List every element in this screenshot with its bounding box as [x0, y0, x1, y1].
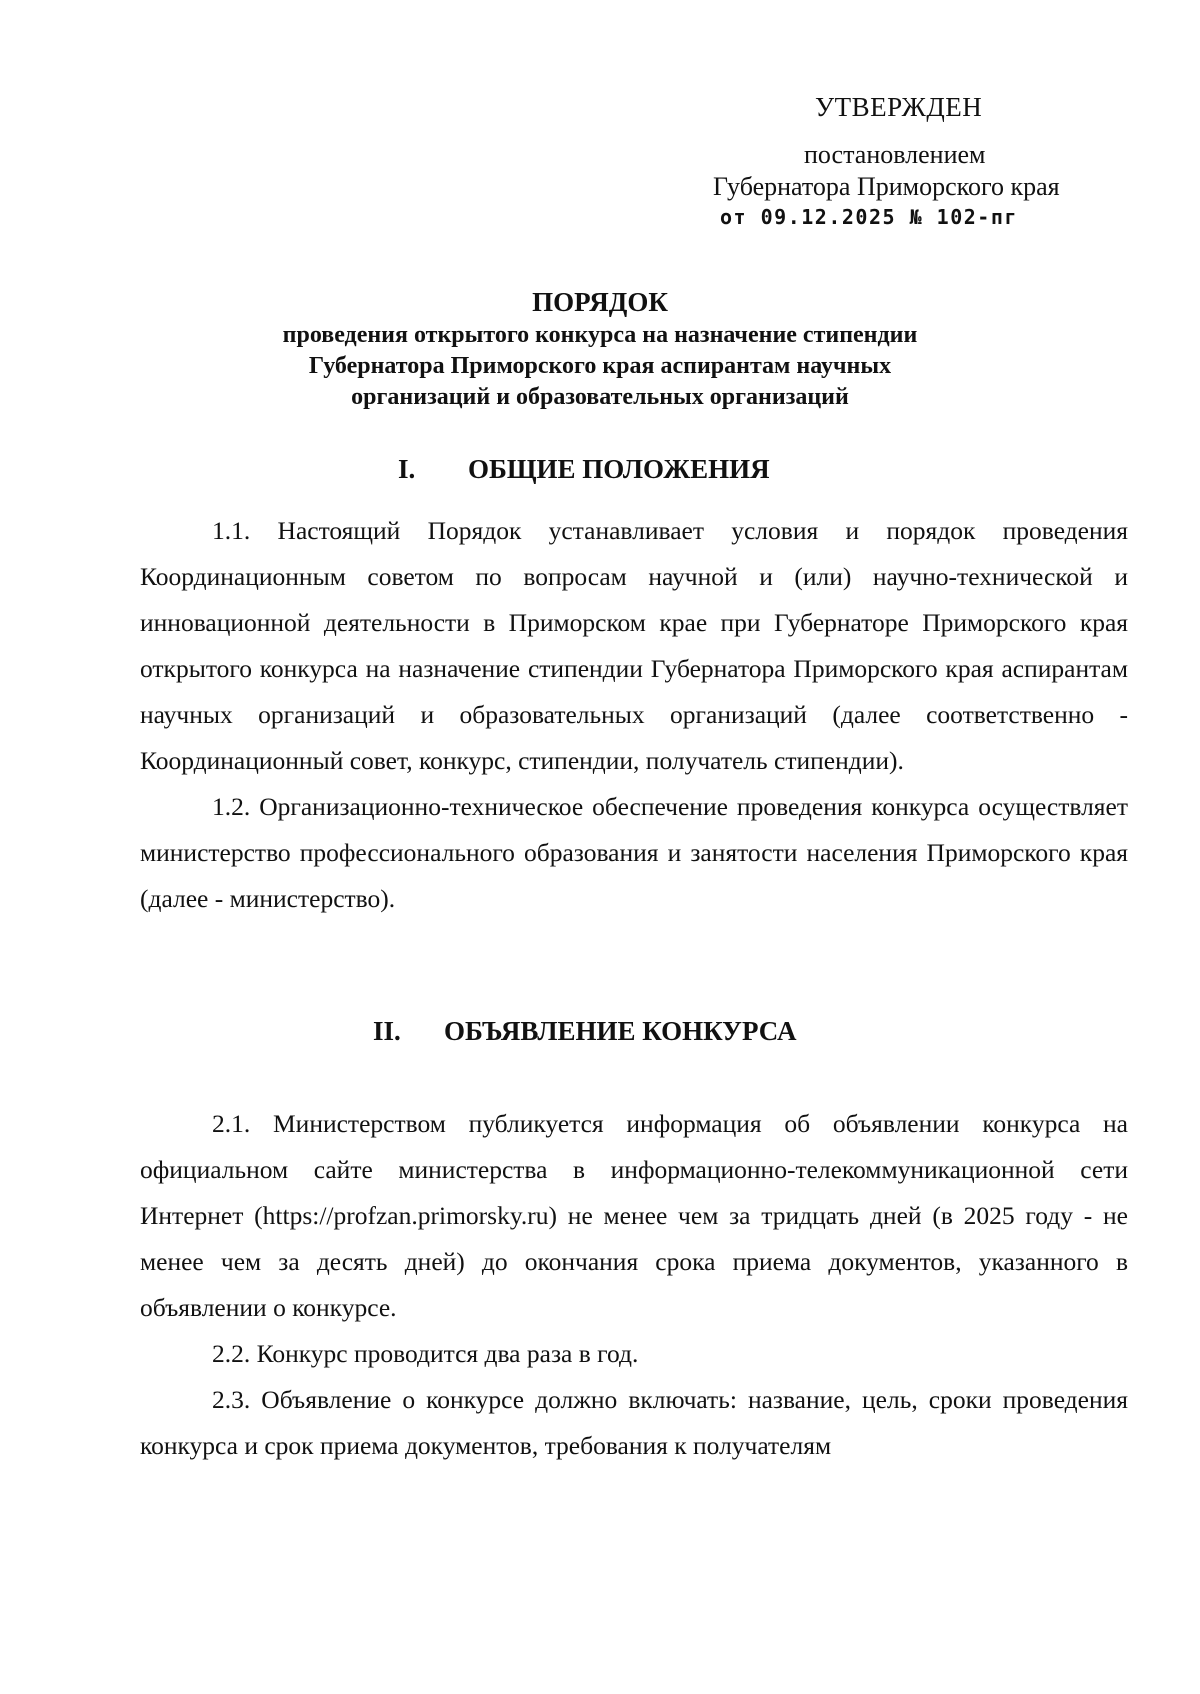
section-1-body [140, 508, 1128, 922]
paragraph-1-1: 1.1. Настоящий Порядок устанавливает условия и порядок проведения Координационным советом по вопросам научной и (или) научно-технической и инновационной деятельности в Приморском крае при Губернаторе Приморского края открытого конкурса на назначение стипендии Губернатора Приморского края аспирантам научных организаций и образовательных организаций (далее соответственно - Координационный совет, конкурс, стипендии, получатель стипендии). [140, 516, 1128, 775]
document-subtitle-line-2: Губернатора Приморского края аспирантам научных [308, 353, 892, 379]
approval-governor-label: Губернатора Приморского края [713, 172, 1060, 201]
paragraph-1-2: 1.2. Организационно-техническое обеспечение проведения конкурса осуществляет министерство профессионального образования и занятости населения Приморского края (далее - министерство). [140, 792, 1128, 913]
paragraph-2-2: 2.2. Конкурс проводится два раза в год. [212, 1339, 639, 1368]
paragraph-2-1: 2.1. Министерством публикуется информация об объявлении конкурса на официальном сайте министерства в информационно-телекоммуникационной сети Интернет (https://profzan.primorsky.ru) не менее чем за тридцать дней (в 2025 году - не менее чем за десять дней) до окончания срока приема документов, указанного в объявлении о конкурсе. [140, 1109, 1128, 1322]
section-2-number: II. [373, 1016, 401, 1046]
approval-date-number: от 09.12.2025 № 102-пг [720, 205, 1018, 229]
document-title: ПОРЯДОК [532, 287, 668, 317]
section-2-heading: ОБЪЯВЛЕНИЕ КОНКУРСА [444, 1016, 797, 1046]
approved-label: УТВЕРЖДЕН [815, 92, 983, 122]
approval-resolution-label: постановлением [804, 140, 986, 169]
document-subtitle-line-3: организаций и образовательных организаций [351, 384, 849, 410]
paragraph-2-3: 2.3. Объявление о конкурсе должно включать: название, цель, сроки проведения конкурса и срок приема документов, требования к получателям [140, 1385, 1128, 1460]
section-1-heading: ОБЩИЕ ПОЛОЖЕНИЯ [468, 454, 770, 484]
section-2-body [140, 1101, 1128, 1469]
document-subtitle-line-1: проведения открытого конкурса на назначение стипендии [282, 322, 918, 348]
section-1-number: I. [398, 454, 416, 484]
